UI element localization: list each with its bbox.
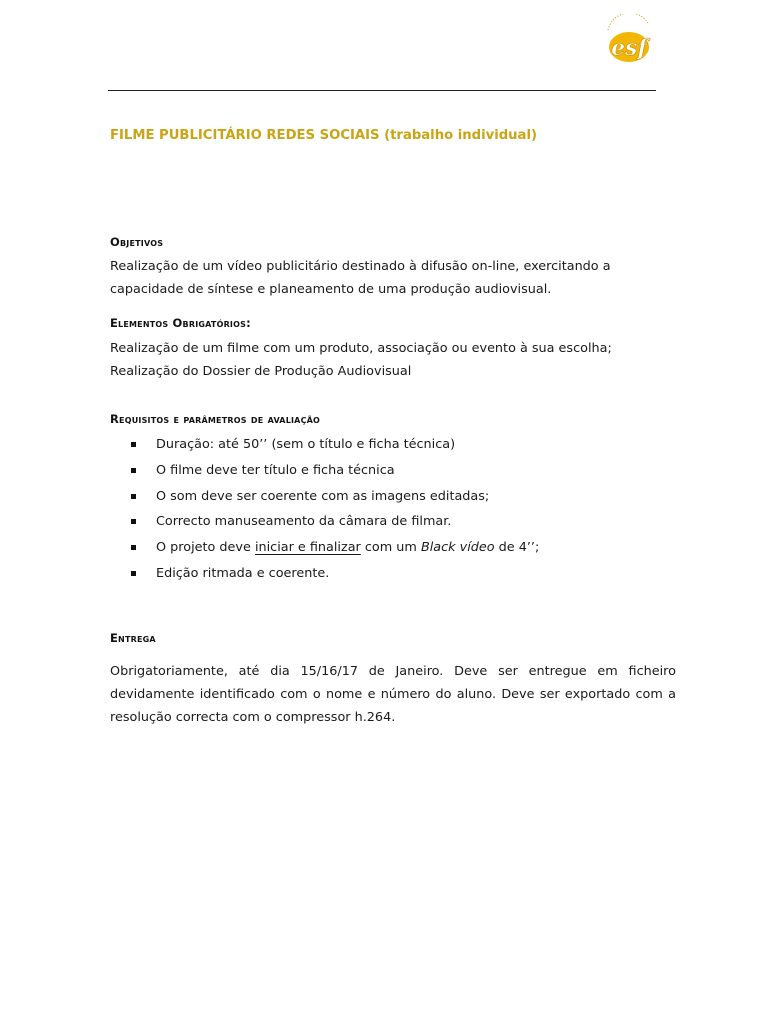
bullet-square-icon	[131, 468, 136, 473]
bullet-square-icon	[131, 442, 136, 447]
section-heading-requisitos: Requisitos e parâmetros de avaliação	[110, 412, 321, 426]
document-title: FILME PUBLICITÁRIO REDES SOCIAIS (trabalho individual)	[110, 128, 537, 143]
elementos-line-1: Realização de um filme com um produto, associação ou evento à sua escolha;	[110, 341, 612, 356]
bullet-square-icon	[131, 545, 136, 550]
objetivos-line-1: Realização de um vídeo publicitário destinado à difusão on-line, exercitando a	[110, 259, 611, 274]
objetivos-line-2: capacidade de síntese e planeamento de uma produção audiovisual.	[110, 282, 552, 297]
document-page: esf FILME PUBLICITÁRIO REDES SOCIAIS (trabalho individual) Objetivos Realização de um vídeo publicitário destinado à difusão on-line, exercitando a capacidade de síntese e planeamento de uma produção audiovisual. Elementos Obrigatórios: Realização de um filme com um produto, associação ou evento à sua escolha; Realização do Dossier de Produção Audiovisual Requisitos e parâmetros de avaliação Duração: até 50’’ (sem o título e ficha técnica) O filme deve ter título e ficha técnica O som deve ser coerente com as imagens editadas; Correcto manuseamento da câmara de filmar. O projeto deve iniciar e finalizar com um Black vídeo de 4’’; Edição ritmada e coerente. Entrega Obrigatoriamente, até dia 15/16/17 de Janeiro. Deve ser entregue em ficheiro devidamente identificado com o nome e número do aluno. Deve ser exportado com a resolução correcta com o compressor h.264.	[0, 0, 768, 1024]
section-heading-objetivos: Objetivos	[110, 235, 164, 249]
bullet-square-icon	[131, 519, 136, 524]
entrega-paragraph: Obrigatoriamente, até dia 15/16/17 de Janeiro. Deve ser entregue em ficheiro devidamente identificado com o nome e número do aluno. Deve ser exportado com a resolução correcta com o compressor h.264.	[110, 664, 676, 725]
svg-text:esf: esf	[611, 35, 647, 61]
underlined-text: iniciar e finalizar	[254, 540, 361, 556]
bullet-square-icon	[131, 494, 136, 499]
italic-text: Black vídeo	[420, 540, 495, 556]
school-logo-icon	[598, 14, 656, 66]
bullet-square-icon	[131, 571, 136, 576]
section-heading-entrega: Entrega	[110, 631, 156, 645]
header-divider	[108, 90, 656, 91]
elementos-line-2: Realização do Dossier de Produção Audiovisual	[110, 364, 412, 379]
section-heading-elementos: Elementos Obrigatórios:	[110, 316, 251, 330]
